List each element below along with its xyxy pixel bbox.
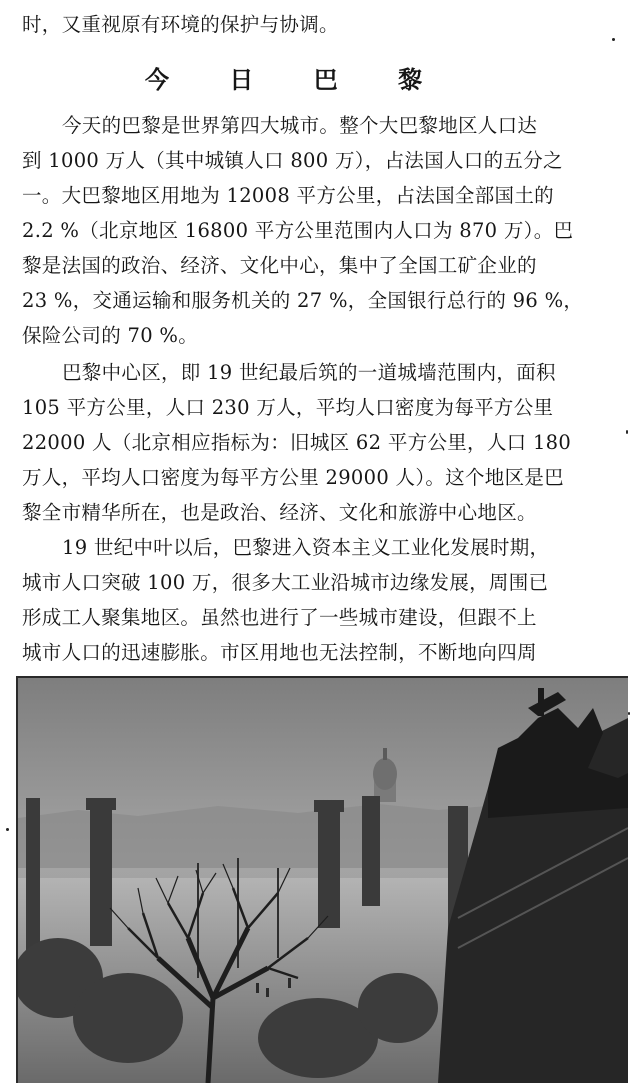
paragraph-line: 黎是法国的政治、经济、文化中心，集中了全国工矿企业的 <box>22 254 537 277</box>
paris-photo-illustration <box>18 678 628 1083</box>
scan-speck <box>628 712 630 715</box>
paragraph-line: 一。大巴黎地区用地为 12008 平方公里，占法国全部国土的 <box>22 184 554 207</box>
paragraph-line: 22000 人（北京相应指标为：旧城区 62 平方公里，人口 180 <box>22 431 572 454</box>
paragraph-line: 105 平方公里，人口 230 万人，平均人口密度为每平方公里 <box>22 396 554 419</box>
paragraph-line: 23 %，交通运输和服务机关的 27 %，全国银行总行的 96 %， <box>22 289 584 312</box>
top-text-line: 时，又重视原有环境的保护与协调。 <box>22 13 339 36</box>
paragraph-line: 今天的巴黎是世界第四大城市。整个大巴黎地区人口达 <box>62 114 538 137</box>
scan-speck <box>6 828 9 831</box>
distant-skyline <box>18 804 488 868</box>
paragraph-line: 巴黎中心区，即 19 世纪最后筑的一道城墙范围内，面积 <box>62 361 556 384</box>
paragraph-line: 城市人口突破 100 万，很多大工业沿城市边缘发展，周围已 <box>22 571 549 594</box>
scan-speck <box>626 430 628 434</box>
paragraph-line: 到 1000 万人（其中城镇人口 800 万），占法国人口的五分之 <box>22 149 563 172</box>
paragraph-line: 保险公司的 70 %。 <box>22 324 199 347</box>
paris-photo <box>16 676 628 1083</box>
paragraph-line: 2.2 %（北京地区 16800 平方公里范围内人口为 870 万）。巴 <box>22 219 574 242</box>
scan-speck <box>612 38 615 41</box>
paragraph-line: 19 世纪中叶以后，巴黎进入资本主义工业化发展时期， <box>62 536 550 559</box>
paragraph-line: 城市人口的迅速膨胀。市区用地也无法控制，不断地向四周 <box>22 641 537 664</box>
paragraph-line: 黎全市精华所在，也是政治、经济、文化和旅游中心地区。 <box>22 501 537 524</box>
paragraph-line: 万人，平均人口密度为每平方公里 29000 人）。这个地区是巴 <box>22 466 564 489</box>
section-title: 今 日 巴 黎 <box>145 65 449 94</box>
paragraph-line: 形成工人聚集地区。虽然也进行了一些城市建设，但跟不上 <box>22 606 537 629</box>
